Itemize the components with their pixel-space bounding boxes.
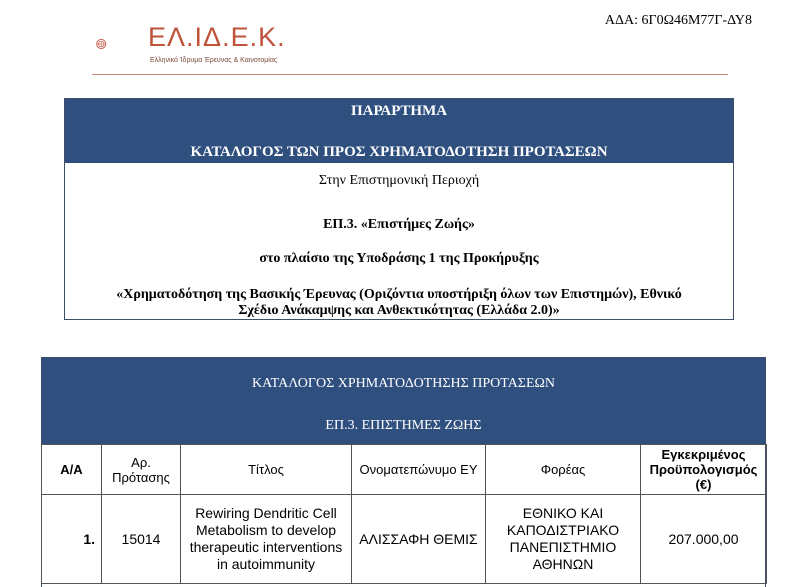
row-title: Rewiring Dendritic Cell Metabolism to develop therapeutic interventions in autoimmunity [181, 495, 352, 584]
col-budget: Εγκεκριμένος Προϋπολογισμός (€) [641, 445, 767, 495]
funding-table [41, 357, 766, 587]
funding-table-title: ΚΑΤΑΛΟΓΟΣ ΧΡΗΜΑΤΟΔΟΤΗΣΗΣ ΠΡΟΤΑΣΕΩΝ [251, 376, 556, 391]
table-header-row [42, 445, 767, 495]
row-budget: 207.000,00 [641, 495, 767, 584]
header-divider [92, 74, 728, 75]
ada-code: ΑΔΑ: 6Γ0Ω46Μ77Γ-ΔΥ8 [604, 13, 752, 28]
row-aa: 1. [42, 495, 102, 584]
annex-box [64, 98, 734, 320]
area-intro: Στην Επιστημονική Περιοχή [318, 173, 480, 188]
logo-subtitle: Ελληνικό Ίδρυμα Έρευνας & Καινοτομίας [150, 57, 278, 64]
row-proposal: 15014 [102, 495, 181, 584]
annex-subtitle: ΚΑΤΑΛΟΓΟΣ ΤΩΝ ΠΡΟΣ ΧΡΗΜΑΤΟΔΟΤΗΣΗ ΠΡΟΤΑΣΕΩΝ [190, 144, 608, 160]
funding-table-subtitle: ΕΠ.3. ΕΠΙΣΤΗΜΕΣ ΖΩΗΣ [325, 418, 482, 433]
call-line-2: Σχέδιο Ανάκαμψης και Ανθεκτικότητας (Ελλάδα 2.0)» [238, 303, 560, 318]
framework-line: στο πλαίσιο της Υποδράσης 1 της Προκήρυξης [259, 251, 539, 266]
col-proposal: Αρ. Πρότασης [102, 445, 181, 495]
col-aa: Α/Α [42, 445, 102, 495]
col-title: Τίτλος [181, 445, 352, 495]
row-host: ΕΘΝΙΚΟ ΚΑΙ ΚΑΠΟΔΙΣΤΡΙΑΚΟ ΠΑΝΕΠΙΣΤΗΜΙΟ ΑΘΗΝΩΝ [486, 495, 641, 584]
annex-title: ΠΑΡΑΡΤΗΜΑ [350, 103, 448, 119]
annex-header [65, 99, 733, 163]
col-host: Φορέας [486, 445, 641, 495]
funding-table-header [42, 358, 765, 445]
elidek-logo-icon [96, 20, 144, 68]
logo-name: ΕΛ.ΙΔ.Ε.Κ. [148, 22, 286, 52]
table-row [42, 495, 767, 584]
area-name: ΕΠ.3. «Επιστήμες Ζωής» [323, 217, 475, 232]
funding-grid [41, 444, 767, 584]
col-pi: Ονοματεπώνυμο ΕΥ [352, 445, 486, 495]
call-line-1: «Χρηματοδότηση της Βασικής Έρευνας (Οριζόντια υποστήριξη όλων των Επιστημών), Εθνικό [116, 287, 682, 302]
row-pi: ΑΛΙΣΣΑΦΗ ΘΕΜΙΣ [352, 495, 486, 584]
